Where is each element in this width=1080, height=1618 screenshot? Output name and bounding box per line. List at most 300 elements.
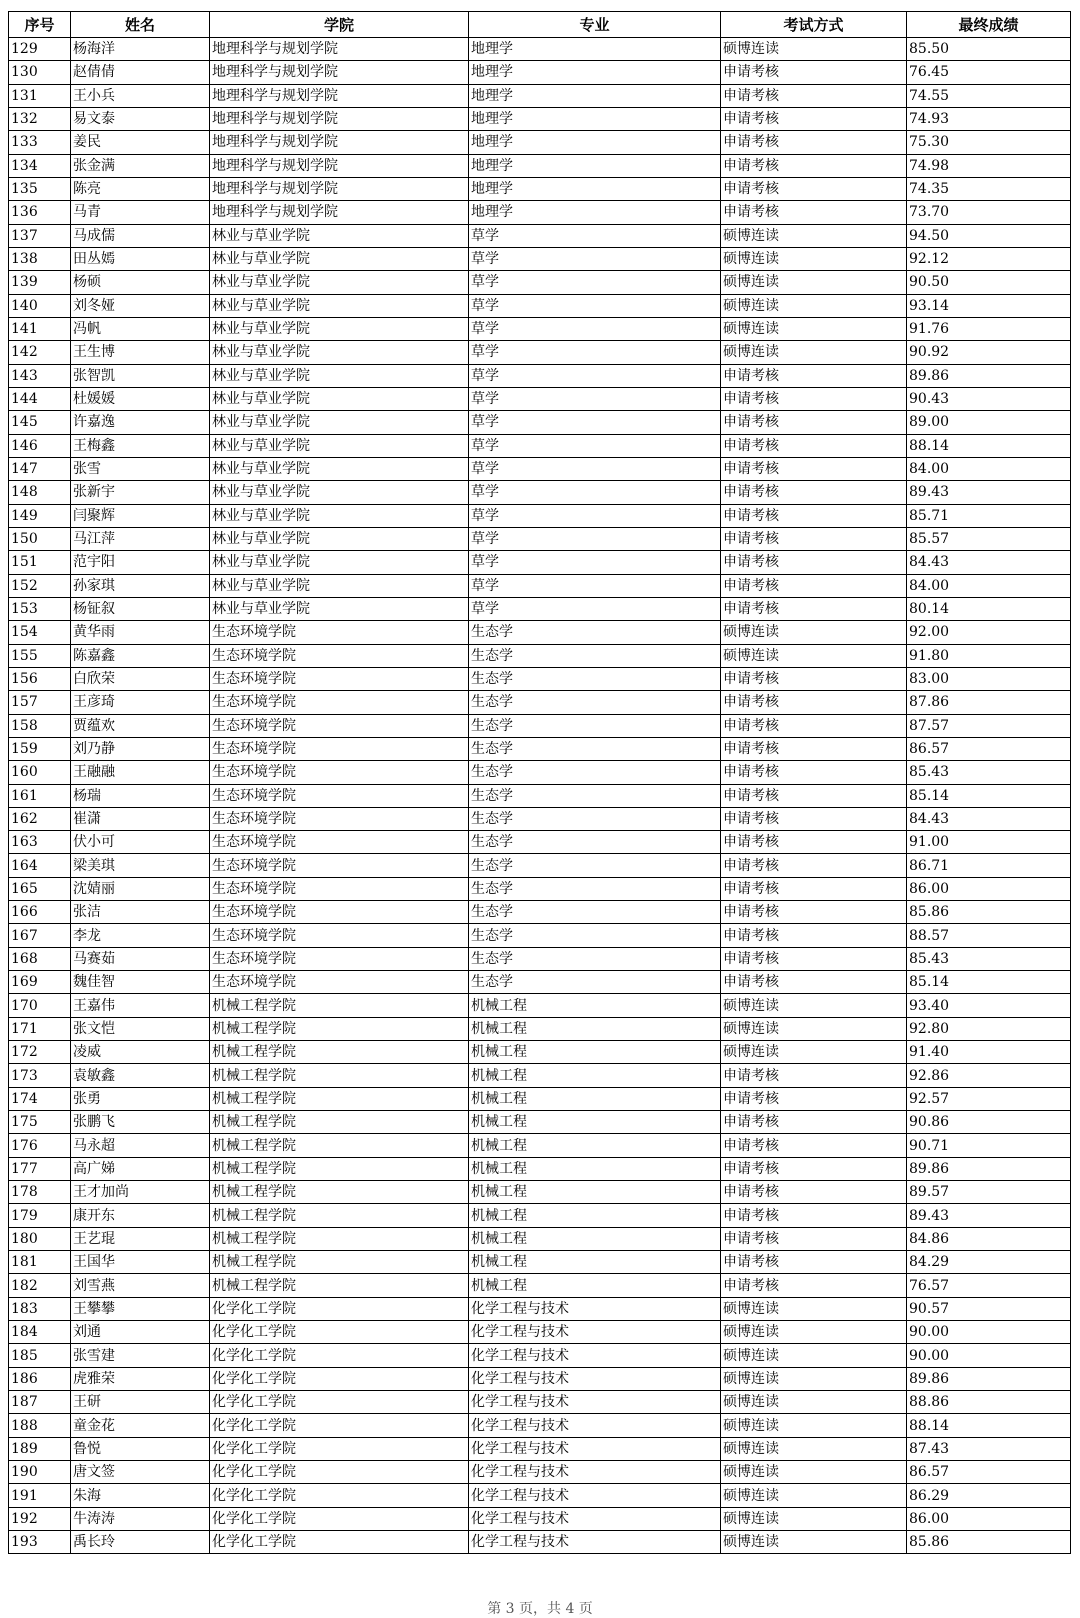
cell-major: 化学工程与技术 — [469, 1507, 721, 1530]
cell-final-score: 89.43 — [907, 1204, 1071, 1227]
cell-college: 生态环境学院 — [210, 831, 469, 854]
cell-college: 化学化工学院 — [210, 1321, 469, 1344]
cell-name: 张勇 — [71, 1087, 210, 1110]
cell-major: 草学 — [469, 434, 721, 457]
cell-final-score: 85.43 — [907, 761, 1071, 784]
cell-college: 林业与草业学院 — [210, 271, 469, 294]
cell-final-score: 87.86 — [907, 691, 1071, 714]
cell-name: 凌威 — [71, 1041, 210, 1064]
table-row — [9, 224, 1071, 247]
cell-index: 166 — [9, 901, 71, 924]
cell-major: 草学 — [469, 574, 721, 597]
cell-exam-method: 申请考核 — [721, 434, 907, 457]
table-row — [9, 924, 1071, 947]
cell-exam-method: 硕博连读 — [721, 1017, 907, 1040]
table-row — [9, 177, 1071, 200]
cell-name: 魏佳智 — [71, 971, 210, 994]
cell-exam-method: 申请考核 — [721, 107, 907, 130]
cell-college: 机械工程学院 — [210, 1251, 469, 1274]
cell-final-score: 86.57 — [907, 1461, 1071, 1484]
table-row — [9, 807, 1071, 830]
page-footer: 第 3 页，共 4 页 — [487, 1601, 593, 1617]
cell-index: 186 — [9, 1367, 71, 1390]
cell-college: 林业与草业学院 — [210, 434, 469, 457]
cell-exam-method: 申请考核 — [721, 947, 907, 970]
cell-final-score: 91.76 — [907, 317, 1071, 340]
cell-name: 牛涛涛 — [71, 1507, 210, 1530]
cell-name: 王彦琦 — [71, 691, 210, 714]
cell-index: 189 — [9, 1437, 71, 1460]
cell-exam-method: 硕博连读 — [721, 341, 907, 364]
cell-final-score: 85.14 — [907, 784, 1071, 807]
cell-name: 王艺琨 — [71, 1227, 210, 1250]
cell-index: 146 — [9, 434, 71, 457]
cell-major: 地理学 — [469, 84, 721, 107]
table-row — [9, 1017, 1071, 1040]
cell-college: 生态环境学院 — [210, 644, 469, 667]
table-row — [9, 644, 1071, 667]
cell-exam-method: 硕博连读 — [721, 271, 907, 294]
cell-major: 机械工程 — [469, 1111, 721, 1134]
cell-college: 林业与草业学院 — [210, 317, 469, 340]
table-row — [9, 61, 1071, 84]
cell-index: 131 — [9, 84, 71, 107]
cell-college: 机械工程学院 — [210, 1134, 469, 1157]
cell-index: 177 — [9, 1157, 71, 1180]
cell-major: 机械工程 — [469, 1181, 721, 1204]
cell-final-score: 86.71 — [907, 854, 1071, 877]
cell-major: 生态学 — [469, 877, 721, 900]
cell-name: 鲁悦 — [71, 1437, 210, 1460]
cell-exam-method: 申请考核 — [721, 201, 907, 224]
cell-name: 王攀攀 — [71, 1297, 210, 1320]
cell-college: 生态环境学院 — [210, 761, 469, 784]
cell-college: 机械工程学院 — [210, 1181, 469, 1204]
cell-exam-method: 申请考核 — [721, 714, 907, 737]
cell-name: 杨钲叙 — [71, 597, 210, 620]
cell-exam-method: 申请考核 — [721, 177, 907, 200]
table-row — [9, 1437, 1071, 1460]
cell-name: 马赛茹 — [71, 947, 210, 970]
table-row — [9, 1297, 1071, 1320]
cell-exam-method: 申请考核 — [721, 61, 907, 84]
cell-major: 机械工程 — [469, 1017, 721, 1040]
cell-final-score: 85.71 — [907, 504, 1071, 527]
cell-final-score: 90.71 — [907, 1134, 1071, 1157]
cell-name: 易文泰 — [71, 107, 210, 130]
cell-college: 地理科学与规划学院 — [210, 84, 469, 107]
cell-final-score: 74.55 — [907, 84, 1071, 107]
cell-name: 田丛嫣 — [71, 247, 210, 270]
cell-name: 张智凯 — [71, 364, 210, 387]
cell-major: 草学 — [469, 317, 721, 340]
cell-final-score: 83.00 — [907, 667, 1071, 690]
cell-name: 杨海洋 — [71, 38, 210, 61]
table-row — [9, 1157, 1071, 1180]
cell-college: 化学化工学院 — [210, 1507, 469, 1530]
cell-major: 化学工程与技术 — [469, 1461, 721, 1484]
cell-final-score: 93.40 — [907, 994, 1071, 1017]
cell-college: 生态环境学院 — [210, 947, 469, 970]
cell-major: 化学工程与技术 — [469, 1531, 721, 1554]
cell-major: 草学 — [469, 294, 721, 317]
cell-index: 135 — [9, 177, 71, 200]
table-row — [9, 1367, 1071, 1390]
cell-name: 马成儒 — [71, 224, 210, 247]
cell-college: 林业与草业学院 — [210, 597, 469, 620]
cell-index: 180 — [9, 1227, 71, 1250]
cell-final-score: 87.57 — [907, 714, 1071, 737]
cell-major: 机械工程 — [469, 1274, 721, 1297]
cell-college: 地理科学与规划学院 — [210, 201, 469, 224]
table-row — [9, 457, 1071, 480]
cell-name: 伏小可 — [71, 831, 210, 854]
cell-final-score: 90.00 — [907, 1321, 1071, 1344]
cell-final-score: 86.57 — [907, 737, 1071, 760]
cell-final-score: 93.14 — [907, 294, 1071, 317]
cell-exam-method: 申请考核 — [721, 784, 907, 807]
cell-college: 地理科学与规划学院 — [210, 61, 469, 84]
cell-index: 158 — [9, 714, 71, 737]
cell-final-score: 74.98 — [907, 154, 1071, 177]
results-table — [8, 11, 1071, 1554]
table-row — [9, 411, 1071, 434]
table-row — [9, 1414, 1071, 1437]
cell-exam-method: 硕博连读 — [721, 1391, 907, 1414]
cell-name: 朱海 — [71, 1484, 210, 1507]
table-row — [9, 341, 1071, 364]
cell-final-score: 86.29 — [907, 1484, 1071, 1507]
table-row — [9, 1111, 1071, 1134]
cell-final-score: 89.86 — [907, 1157, 1071, 1180]
cell-major: 地理学 — [469, 201, 721, 224]
cell-exam-method: 硕博连读 — [721, 317, 907, 340]
cell-exam-method: 申请考核 — [721, 1181, 907, 1204]
cell-name: 王生博 — [71, 341, 210, 364]
cell-name: 白欣荣 — [71, 667, 210, 690]
cell-college: 地理科学与规划学院 — [210, 38, 469, 61]
cell-exam-method: 申请考核 — [721, 761, 907, 784]
cell-major: 草学 — [469, 271, 721, 294]
table-row — [9, 1227, 1071, 1250]
cell-name: 崔潇 — [71, 807, 210, 830]
table-row — [9, 1531, 1071, 1554]
cell-exam-method: 硕博连读 — [721, 1344, 907, 1367]
cell-final-score: 84.00 — [907, 574, 1071, 597]
table-row — [9, 364, 1071, 387]
cell-exam-method: 硕博连读 — [721, 224, 907, 247]
cell-final-score: 90.86 — [907, 1111, 1071, 1134]
cell-name: 王国华 — [71, 1251, 210, 1274]
cell-name: 黄华雨 — [71, 621, 210, 644]
cell-exam-method: 硕博连读 — [721, 1321, 907, 1344]
cell-exam-method: 申请考核 — [721, 1204, 907, 1227]
table-row — [9, 317, 1071, 340]
cell-index: 142 — [9, 341, 71, 364]
cell-exam-method: 申请考核 — [721, 1064, 907, 1087]
cell-exam-method: 申请考核 — [721, 831, 907, 854]
cell-major: 草学 — [469, 387, 721, 410]
cell-exam-method: 申请考核 — [721, 1251, 907, 1274]
cell-index: 179 — [9, 1204, 71, 1227]
table-row — [9, 434, 1071, 457]
cell-major: 草学 — [469, 597, 721, 620]
cell-exam-method: 申请考核 — [721, 924, 907, 947]
cell-exam-method: 申请考核 — [721, 364, 907, 387]
table-row — [9, 971, 1071, 994]
cell-index: 169 — [9, 971, 71, 994]
cell-major: 机械工程 — [469, 1157, 721, 1180]
cell-college: 林业与草业学院 — [210, 551, 469, 574]
cell-exam-method: 申请考核 — [721, 504, 907, 527]
cell-major: 机械工程 — [469, 994, 721, 1017]
cell-index: 188 — [9, 1414, 71, 1437]
cell-final-score: 92.00 — [907, 621, 1071, 644]
cell-major: 生态学 — [469, 691, 721, 714]
cell-major: 地理学 — [469, 107, 721, 130]
cell-final-score: 84.00 — [907, 457, 1071, 480]
cell-index: 182 — [9, 1274, 71, 1297]
header-row — [9, 12, 1071, 38]
cell-college: 机械工程学院 — [210, 1017, 469, 1040]
cell-major: 化学工程与技术 — [469, 1414, 721, 1437]
cell-major: 机械工程 — [469, 1041, 721, 1064]
cell-name: 贾蕴欢 — [71, 714, 210, 737]
table-row — [9, 691, 1071, 714]
cell-index: 168 — [9, 947, 71, 970]
cell-college: 机械工程学院 — [210, 1227, 469, 1250]
cell-name: 王研 — [71, 1391, 210, 1414]
cell-final-score: 85.57 — [907, 527, 1071, 550]
cell-index: 143 — [9, 364, 71, 387]
table-row — [9, 551, 1071, 574]
cell-final-score: 89.57 — [907, 1181, 1071, 1204]
cell-index: 155 — [9, 644, 71, 667]
cell-name: 张洁 — [71, 901, 210, 924]
cell-index: 191 — [9, 1484, 71, 1507]
table-row — [9, 247, 1071, 270]
cell-name: 陈嘉鑫 — [71, 644, 210, 667]
cell-name: 刘通 — [71, 1321, 210, 1344]
table-row — [9, 1041, 1071, 1064]
cell-name: 马青 — [71, 201, 210, 224]
cell-final-score: 92.86 — [907, 1064, 1071, 1087]
table-row — [9, 387, 1071, 410]
cell-final-score: 92.12 — [907, 247, 1071, 270]
cell-major: 生态学 — [469, 644, 721, 667]
cell-exam-method: 硕博连读 — [721, 1461, 907, 1484]
cell-index: 149 — [9, 504, 71, 527]
cell-major: 地理学 — [469, 38, 721, 61]
cell-name: 闫聚辉 — [71, 504, 210, 527]
cell-name: 王梅鑫 — [71, 434, 210, 457]
cell-index: 153 — [9, 597, 71, 620]
cell-major: 生态学 — [469, 737, 721, 760]
cell-final-score: 91.40 — [907, 1041, 1071, 1064]
cell-major: 生态学 — [469, 621, 721, 644]
cell-name: 张雪 — [71, 457, 210, 480]
cell-college: 林业与草业学院 — [210, 247, 469, 270]
cell-name: 刘冬娅 — [71, 294, 210, 317]
cell-final-score: 74.93 — [907, 107, 1071, 130]
cell-college: 地理科学与规划学院 — [210, 154, 469, 177]
table-row — [9, 994, 1071, 1017]
table-row — [9, 1461, 1071, 1484]
cell-final-score: 90.00 — [907, 1344, 1071, 1367]
cell-final-score: 91.00 — [907, 831, 1071, 854]
cell-exam-method: 申请考核 — [721, 574, 907, 597]
cell-name: 王才加尚 — [71, 1181, 210, 1204]
cell-college: 化学化工学院 — [210, 1344, 469, 1367]
cell-exam-method: 硕博连读 — [721, 247, 907, 270]
cell-exam-method: 硕博连读 — [721, 1437, 907, 1460]
cell-index: 160 — [9, 761, 71, 784]
cell-exam-method: 申请考核 — [721, 667, 907, 690]
cell-index: 173 — [9, 1064, 71, 1087]
cell-college: 机械工程学院 — [210, 1064, 469, 1087]
cell-major: 地理学 — [469, 154, 721, 177]
cell-college: 生态环境学院 — [210, 691, 469, 714]
cell-index: 187 — [9, 1391, 71, 1414]
cell-college: 地理科学与规划学院 — [210, 107, 469, 130]
cell-final-score: 88.14 — [907, 1414, 1071, 1437]
cell-college: 生态环境学院 — [210, 877, 469, 900]
cell-exam-method: 申请考核 — [721, 551, 907, 574]
cell-major: 化学工程与技术 — [469, 1344, 721, 1367]
cell-name: 刘乃静 — [71, 737, 210, 760]
cell-college: 机械工程学院 — [210, 1274, 469, 1297]
cell-final-score: 89.86 — [907, 364, 1071, 387]
cell-name: 杨硕 — [71, 271, 210, 294]
table-row — [9, 714, 1071, 737]
table-row — [9, 1391, 1071, 1414]
cell-exam-method: 申请考核 — [721, 691, 907, 714]
cell-college: 林业与草业学院 — [210, 457, 469, 480]
cell-exam-method: 硕博连读 — [721, 1367, 907, 1390]
cell-index: 156 — [9, 667, 71, 690]
cell-college: 林业与草业学院 — [210, 574, 469, 597]
table-row — [9, 84, 1071, 107]
cell-index: 141 — [9, 317, 71, 340]
cell-college: 生态环境学院 — [210, 971, 469, 994]
cell-final-score: 80.14 — [907, 597, 1071, 620]
cell-exam-method: 申请考核 — [721, 737, 907, 760]
cell-index: 151 — [9, 551, 71, 574]
cell-major: 草学 — [469, 527, 721, 550]
cell-name: 许嘉逸 — [71, 411, 210, 434]
cell-name: 杨瑞 — [71, 784, 210, 807]
cell-major: 机械工程 — [469, 1087, 721, 1110]
cell-exam-method: 申请考核 — [721, 901, 907, 924]
cell-college: 机械工程学院 — [210, 1041, 469, 1064]
cell-major: 机械工程 — [469, 1204, 721, 1227]
cell-college: 机械工程学院 — [210, 1204, 469, 1227]
cell-exam-method: 硕博连读 — [721, 38, 907, 61]
cell-exam-method: 申请考核 — [721, 411, 907, 434]
cell-name: 冯帆 — [71, 317, 210, 340]
cell-index: 137 — [9, 224, 71, 247]
cell-exam-method: 申请考核 — [721, 457, 907, 480]
table-row — [9, 1344, 1071, 1367]
table-row — [9, 901, 1071, 924]
cell-final-score: 89.86 — [907, 1367, 1071, 1390]
cell-index: 171 — [9, 1017, 71, 1040]
table-row — [9, 154, 1071, 177]
cell-name: 童金花 — [71, 1414, 210, 1437]
cell-index: 174 — [9, 1087, 71, 1110]
cell-index: 130 — [9, 61, 71, 84]
cell-college: 地理科学与规划学院 — [210, 131, 469, 154]
header-index: 序号 — [9, 12, 71, 38]
cell-exam-method: 硕博连读 — [721, 1041, 907, 1064]
cell-major: 化学工程与技术 — [469, 1484, 721, 1507]
cell-final-score: 84.86 — [907, 1227, 1071, 1250]
cell-name: 赵倩倩 — [71, 61, 210, 84]
cell-major: 地理学 — [469, 131, 721, 154]
cell-major: 生态学 — [469, 667, 721, 690]
cell-exam-method: 申请考核 — [721, 527, 907, 550]
cell-index: 167 — [9, 924, 71, 947]
cell-exam-method: 申请考核 — [721, 877, 907, 900]
cell-index: 161 — [9, 784, 71, 807]
cell-college: 林业与草业学院 — [210, 411, 469, 434]
cell-final-score: 88.14 — [907, 434, 1071, 457]
cell-exam-method: 申请考核 — [721, 1111, 907, 1134]
table-row — [9, 761, 1071, 784]
table-row — [9, 107, 1071, 130]
cell-college: 生态环境学院 — [210, 901, 469, 924]
cell-college: 机械工程学院 — [210, 994, 469, 1017]
cell-index: 138 — [9, 247, 71, 270]
cell-college: 林业与草业学院 — [210, 341, 469, 364]
cell-exam-method: 申请考核 — [721, 1134, 907, 1157]
table-row — [9, 621, 1071, 644]
cell-final-score: 85.43 — [907, 947, 1071, 970]
cell-major: 生态学 — [469, 854, 721, 877]
cell-exam-method: 申请考核 — [721, 971, 907, 994]
table-row — [9, 667, 1071, 690]
table-row — [9, 854, 1071, 877]
cell-name: 范宇阳 — [71, 551, 210, 574]
cell-index: 157 — [9, 691, 71, 714]
cell-major: 生态学 — [469, 971, 721, 994]
cell-college: 化学化工学院 — [210, 1391, 469, 1414]
cell-index: 139 — [9, 271, 71, 294]
cell-index: 145 — [9, 411, 71, 434]
table-row — [9, 831, 1071, 854]
cell-exam-method: 申请考核 — [721, 597, 907, 620]
cell-final-score: 85.50 — [907, 38, 1071, 61]
cell-major: 机械工程 — [469, 1227, 721, 1250]
cell-college: 生态环境学院 — [210, 854, 469, 877]
cell-exam-method: 申请考核 — [721, 481, 907, 504]
cell-college: 林业与草业学院 — [210, 504, 469, 527]
cell-major: 地理学 — [469, 177, 721, 200]
cell-index: 176 — [9, 1134, 71, 1157]
cell-final-score: 89.43 — [907, 481, 1071, 504]
cell-college: 化学化工学院 — [210, 1367, 469, 1390]
cell-final-score: 74.35 — [907, 177, 1071, 200]
cell-name: 禹长玲 — [71, 1531, 210, 1554]
cell-exam-method: 申请考核 — [721, 807, 907, 830]
cell-index: 164 — [9, 854, 71, 877]
table-row — [9, 481, 1071, 504]
cell-college: 生态环境学院 — [210, 807, 469, 830]
cell-index: 184 — [9, 1321, 71, 1344]
cell-major: 化学工程与技术 — [469, 1437, 721, 1460]
cell-name: 张雪建 — [71, 1344, 210, 1367]
cell-college: 地理科学与规划学院 — [210, 177, 469, 200]
